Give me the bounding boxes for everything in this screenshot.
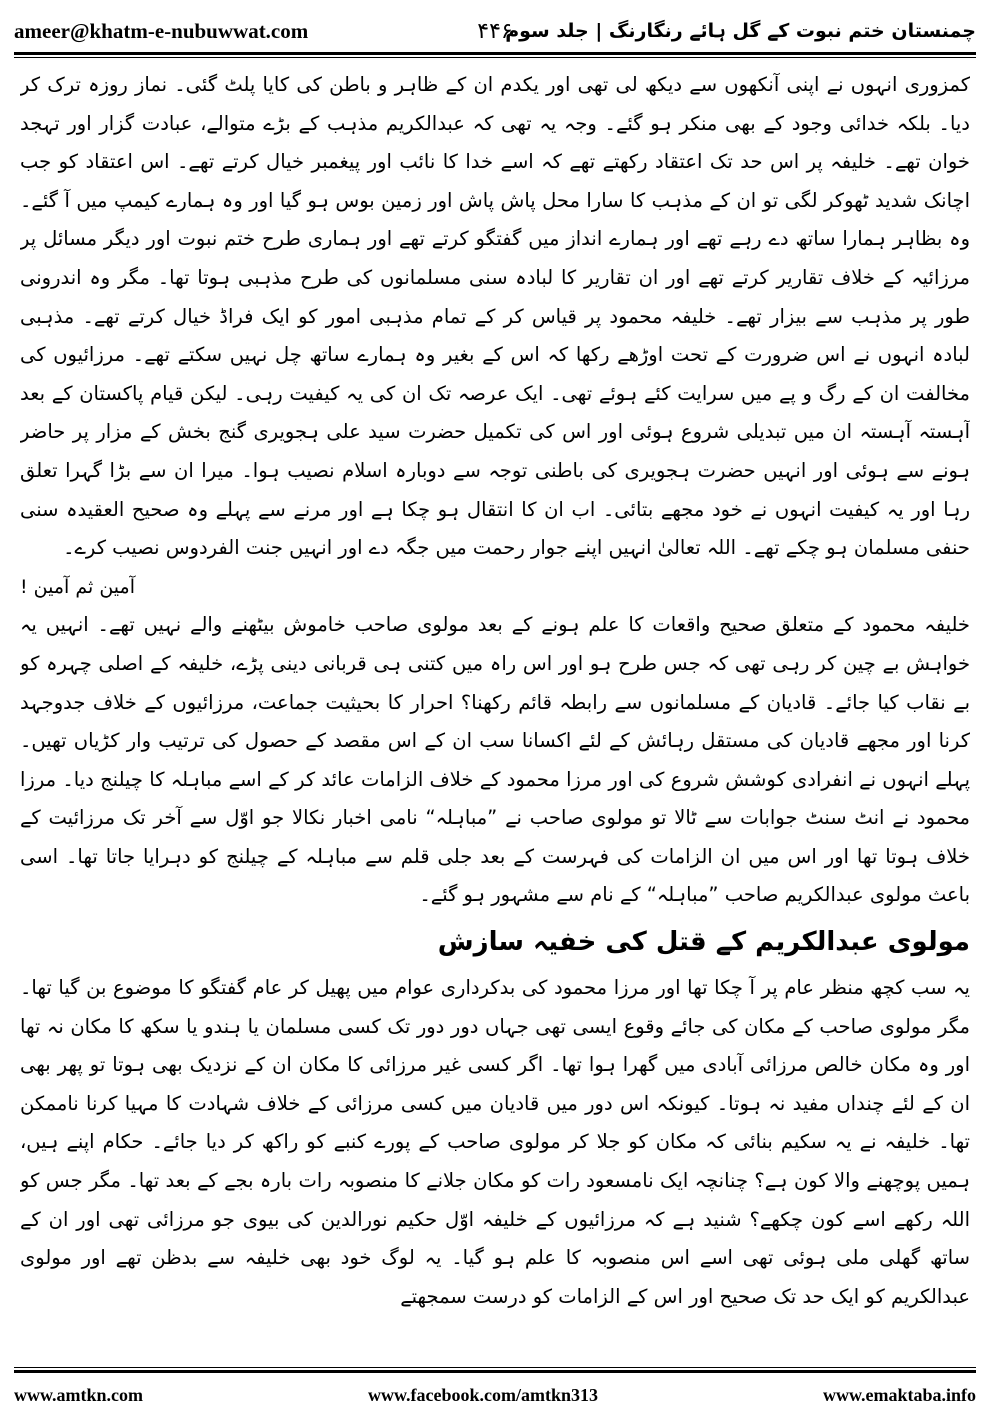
- page-number: ۴۴۶: [477, 18, 513, 44]
- paragraph-1: کمزوری انہوں نے اپنی آنکھوں سے دیکھ لی تھی اور یکدم ان کے ظاہر و باطن کی کایا پلٹ گئی۔ نماز روزہ ترک کر دیا۔ بلکہ خدائی وجود کے بھی منکر ہو گئے۔ وجہ یہ تھی کہ عبدالکریم مذہب کے بڑے متوالے، عبادت گزار اور تہجد خوان تھے۔ خلیفہ پر اس حد تک اعتقاد رکھتے تھے کہ اسے خدا کا نائب اور پیغمبر خیال کرتے تھے۔ اس اعتقاد کو جب اچانک شدید ٹھوکر لگی تو ان کے مذہب کا سارا محل پاش پاش اور زمین بوس ہو گیا اور وہ ہمارے کیمپ میں آ گئے۔ وہ بظاہر ہمارا ساتھ دے رہے تھے اور ہمارے انداز میں گفتگو کرتے تھے اور ہماری طرح ختم نبوت اور دیگر مسائل پر مرزائیہ کے خلاف تقاریر کرتے تھے اور ان تقاریر کا لبادہ سنی مسلمانوں کی طرح مذہبی ہوتا تھا۔ مگر وہ اندرونی طور پر مذہب سے بیزار تھے۔ خلیفہ محمود پر قیاس کر کے تمام مذہبی امور کو ایک فراڈ خیال کرتے تھے۔ مذہبی لبادہ انہوں نے اس ضرورت کے تحت اوڑھے رکھا کہ اس کے بغیر وہ ہمارے ساتھ چل نہیں سکتے تھے۔ مرزائیوں کی مخالفت ان کے رگ و پے میں سرایت کئے ہوئے تھی۔ ایک عرصہ تک ان کی یہ کیفیت رہی۔ لیکن قیام پاکستان کے بعد آہستہ آہستہ ان میں تبدیلی شروع ہوئی اور اس کی تکمیل حضرت سید علی ہجویری گنج بخش کے مزار پر حاضر ہونے سے ہوئی اور انہیں حضرت ہجویری کی باطنی توجہ سے دوبارہ اسلام نصیب ہوا۔ میرا ان سے بڑا گہرا تعلق رہا اور یہ کیفیت انہوں نے خود مجھے بتائی۔ اب ان کا انتقال ہو چکا ہے اور مرنے سے پہلے وہ صحیح العقیدہ سنی حنفی مسلمان ہو چکے تھے۔ اللہ تعالیٰ انہیں اپنے جوار رحمت میں جگہ دے اور انہیں جنت الفردوس نصیب کرے۔: [20, 73, 970, 560]
- page-header: [14, 14, 976, 48]
- footer-divider: [14, 1370, 976, 1373]
- footer-divider-thin: [14, 1367, 976, 1368]
- footer-link-amtkn[interactable]: www.amtkn.com: [14, 1384, 143, 1405]
- page-footer: [14, 1380, 976, 1410]
- blessing-line: آمین ثم آمین !: [20, 575, 135, 598]
- section-heading: مولوی عبدالکریم کے قتل کی خفیہ سازش: [437, 927, 970, 958]
- page-body: [20, 66, 970, 1358]
- paragraph-2: خلیفہ محمود کے متعلق صحیح واقعات کا علم ہونے کے بعد مولوی صاحب خاموش بیٹھنے والے نہیں تھے۔ انہیں یہ خواہش بے چین کر رہی تھی کہ جس طرح ہو اور اس راہ میں کتنی ہی قربانی دینی پڑے، خلیفہ کے اصلی چہرہ کو بے نقاب کیا جائے۔ قادیان کے مسلمانوں سے رابطہ قائم رکھنا؟ احرار کا بحیثیت جماعت، مرزائیوں کے خلاف جدوجہد کرنا اور مجھے قادیان کی مستقل رہائش کے لئے اکسانا سب ان کے اس مقصد کے حصول کی ترتیب وار کڑیاں تھیں۔ پہلے انہوں نے انفرادی کوشش شروع کی اور مرزا محمود کے خلاف الزامات عائد کر کے اسے مباہلہ کا چیلنج دیا۔ مرزا محمود نے انٹ سنٹ جوابات سے ٹالا تو مولوی صاحب نے ”مباہلہ“ نامی اخبار نکالا جو اوّل سے آخر تک مرزائیت کے خلاف ہوتا تھا اور اس میں ان الزامات کی فہرست کے بعد جلی قلم سے مباہلہ کے چیلنج کو دہرایا جاتا تھا۔ اسی باعث مولوی عبدالکریم صاحب ”مباہلہ“ کے نام سے مشہور ہو گئے۔: [20, 613, 970, 907]
- header-divider: [14, 52, 976, 55]
- book-title: چمنستان ختم نبوت کے گل ہائے رنگارنگ | جلد سوم: [505, 20, 976, 42]
- paragraph-3: یہ سب کچھ منظر عام پر آ چکا تھا اور مرزا محمود کی بدکرداری عوام میں پھیل کر عام گفتگو کا موضوع بن گیا تھا۔ مگر مولوی صاحب کے مکان کی جائے وقوع ایسی تھی جہاں دور دور تک کسی مسلمان یا ہندو یا سکھ کا مکان نہ تھا اور وہ مکان خالص مرزائی آبادی میں گھرا ہوا تھا۔ اگر کسی غیر مرزائی کا مکان ان کے نزدیک بھی ہوتا تو پھر بھی ان کے لئے چنداں مفید نہ ہوتا۔ کیونکہ اس دور میں قادیان میں کسی مرزائی کے خلاف شہادت کا مہیا کرنا ناممکن تھا۔ خلیفہ نے یہ سکیم بنائی کہ مکان کو جلا کر مولوی صاحب کے پورے کنبے کو راکھ کر دیا جائے۔ حکام اپنے ہیں، ہمیں پوچھنے والا کون ہے؟ چنانچہ ایک نامسعود رات کو مکان جلانے کا منصوبہ رات بارہ بجے کے بعد تھا۔ مگر جس کو اللہ رکھے اسے کون چکھے؟ شنید ہے کہ مرزائیوں کے خلیفہ اوّل حکیم نورالدین کی بیوی جو مرزائی تھی اور ان کے ساتھ گھلی ملی ہوئی تھی اسے اس منصوبہ کا علم ہو گیا۔ یہ لوگ خود بھی خلیفہ سے بدظن تھے اور مولوی عبدالکریم کو ایک حد تک صحیح اور اس کے الزامات کو درست سمجھتے: [20, 976, 970, 1308]
- header-email: ameer@khatm-e-nubuwwat.com: [14, 18, 309, 43]
- footer-link-emaktaba[interactable]: www.emaktaba.info: [822, 1384, 976, 1405]
- footer-link-facebook[interactable]: www.facebook.com/amtkn313: [367, 1384, 598, 1405]
- header-divider-thin: [14, 57, 976, 58]
